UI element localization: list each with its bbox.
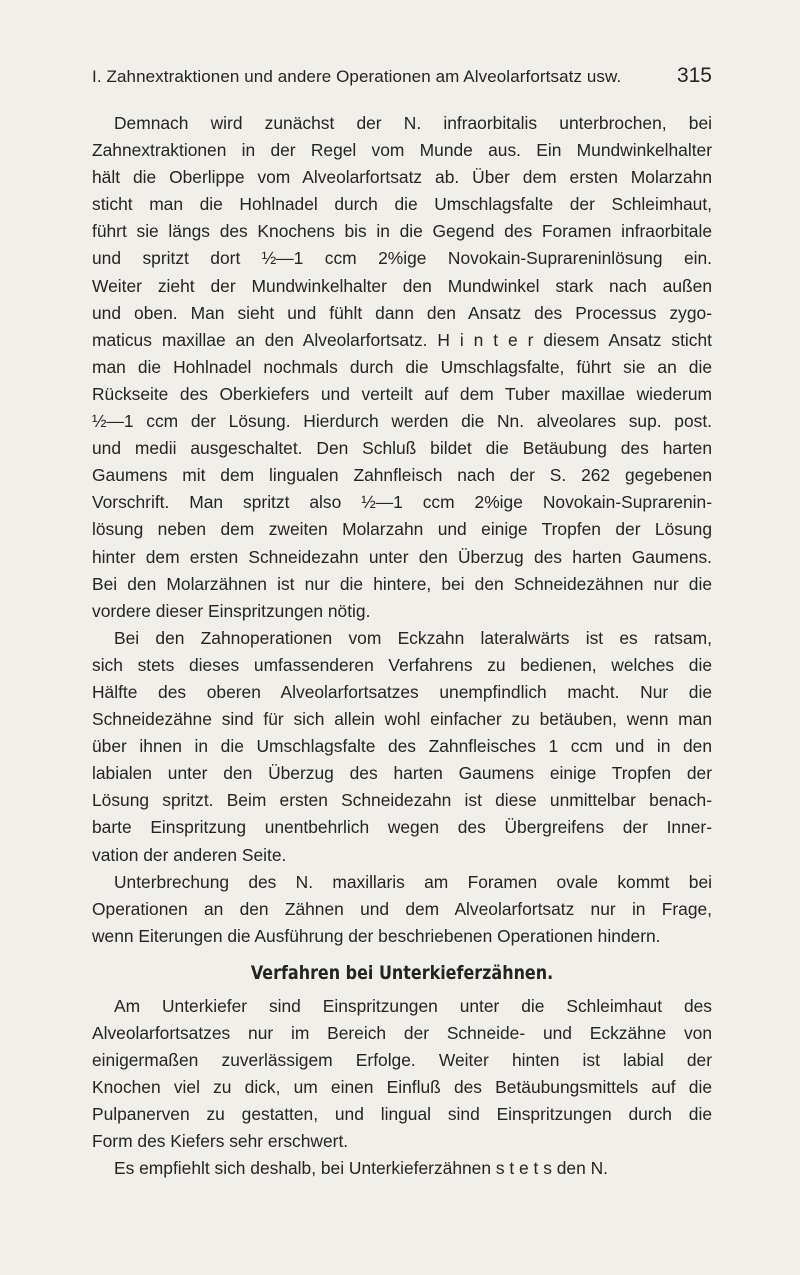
text-line: Vorschrift. Man spritzt also ½—1 ccm 2%ige Novokain-Suprarenin- [92, 492, 712, 513]
paragraph [92, 993, 712, 1156]
text-line: Rückseite des Oberkiefers und verteilt auf dem Tuber maxillae wiederum [92, 383, 712, 404]
text-line: Schneidezähne sind für sich allein wohl einfacher zu betäuben, wenn man [92, 709, 712, 730]
text-line: Es empfiehlt sich deshalb, bei Unterkieferzähnen s t e t s den N. [114, 1158, 608, 1179]
paragraph [92, 1155, 712, 1182]
text-line: Form des Kiefers sehr erschwert. [92, 1131, 349, 1152]
text-line: Alveolarfortsatzes nur im Bereich der Schneide- und Eckzähne von [92, 1023, 712, 1043]
text-line: wenn Eiterungen die Ausführung der beschriebenen Operationen hindern. [92, 925, 661, 946]
text-line: Bei den Zahnoperationen vom Eckzahn lateralwärts ist es ratsam, [114, 627, 712, 648]
text-line: Bei den Molarzähnen ist nur die hintere, bei den Schneidezähnen nur die [92, 573, 712, 594]
text-line: Operationen an den Zähnen und dem Alveolarfortsatz nur in Frage, [92, 898, 712, 919]
text-line: Am Unterkiefer sind Einspritzungen unter die Schleimhaut des [114, 995, 712, 1016]
running-title: I. Zahnextraktionen und andere Operationen am Alveolarfortsatz usw. [92, 67, 622, 86]
text-line: barte Einspritzung unentbehrlich wegen des Übergreifens der Inner- [92, 817, 712, 838]
text-line: ½—1 ccm der Lösung. Hierdurch werden die Nn. alveolares sup. post. [92, 411, 712, 432]
text-line: und medii ausgeschaltet. Den Schluß bildet die Betäubung des harten [92, 438, 712, 459]
paragraph [92, 869, 712, 950]
text-line: Gaumens mit dem lingualen Zahnfleisch nach der S. 262 gegebenen [92, 465, 712, 486]
text-line: Weiter zieht der Mundwinkelhalter den Mundwinkel stark nach außen [92, 275, 712, 296]
text-line: Lösung spritzt. Beim ersten Schneidezahn ist diese unmittelbar benach- [92, 790, 712, 811]
text-line: man die Hohlnadel nochmals durch die Umschlagsfalte, führt sie an die [92, 356, 712, 377]
text-line: führt sie längs des Knochens bis in die Gegend des Foramen infraorbitale [92, 221, 712, 242]
text-line: Pulpanerven zu gestatten, und lingual sind Einspritzungen durch die [92, 1104, 712, 1125]
text-line: sticht man die Hohlnadel durch die Umschlagsfalte der Schleimhaut, [92, 194, 712, 215]
text-line: einigermaßen zuverlässigem Erfolge. Weiter hinten ist labial der [92, 1050, 712, 1071]
text-line: und oben. Man sieht und fühlt dann den Ansatz des Processus zygo- [92, 302, 712, 323]
text-line: hält die Oberlippe vom Alveolarfortsatz ab. Über dem ersten Molarzahn [92, 167, 712, 188]
text-line: sich stets dieses umfassenderen Verfahrens zu bedienen, welches die [92, 654, 712, 675]
text-line: Knochen viel zu dick, um einen Einfluß des Betäubungsmittels auf die [92, 1077, 712, 1098]
text-line: Unterbrechung des N. maxillaris am Foramen ovale kommt bei [114, 871, 712, 892]
paragraph [92, 110, 712, 625]
section-heading: Verfahren bei Unterkieferzähnen. [250, 961, 554, 984]
text-line: und spritzt dort ½—1 ccm 2%ige Novokain-Suprareninlösung ein. [92, 248, 712, 269]
text-line: lösung neben dem zweiten Molarzahn und einige Tropfen der Lösung [92, 519, 712, 540]
paragraph [92, 625, 712, 869]
body-text [92, 110, 712, 1183]
text-line: vordere dieser Einspritzungen nötig. [92, 600, 371, 621]
text-line: maticus maxillae an den Alveolarfortsatz. H i n t e r diesem Ansatz sticht [92, 329, 712, 350]
text-line: Hälfte des oberen Alveolarfortsatzes unempfindlich macht. Nur die [92, 681, 712, 702]
text-line: über ihnen in die Umschlagsfalte des Zahnfleisches 1 ccm und in den [92, 736, 712, 757]
page-number: 315 [676, 64, 712, 87]
running-header [92, 64, 712, 94]
text-line: Demnach wird zunächst der N. infraorbitalis unterbrochen, bei [114, 113, 712, 133]
text-line: hinter dem ersten Schneidezahn unter den Überzug des harten Gaumens. [92, 546, 712, 567]
text-line: Zahnextraktionen in der Regel vom Munde aus. Ein Mundwinkelhalter [92, 140, 712, 161]
text-line: labialen unter den Überzug des harten Gaumens einige Tropfen der [92, 763, 712, 784]
text-line: vation der anderen Seite. [92, 844, 287, 865]
